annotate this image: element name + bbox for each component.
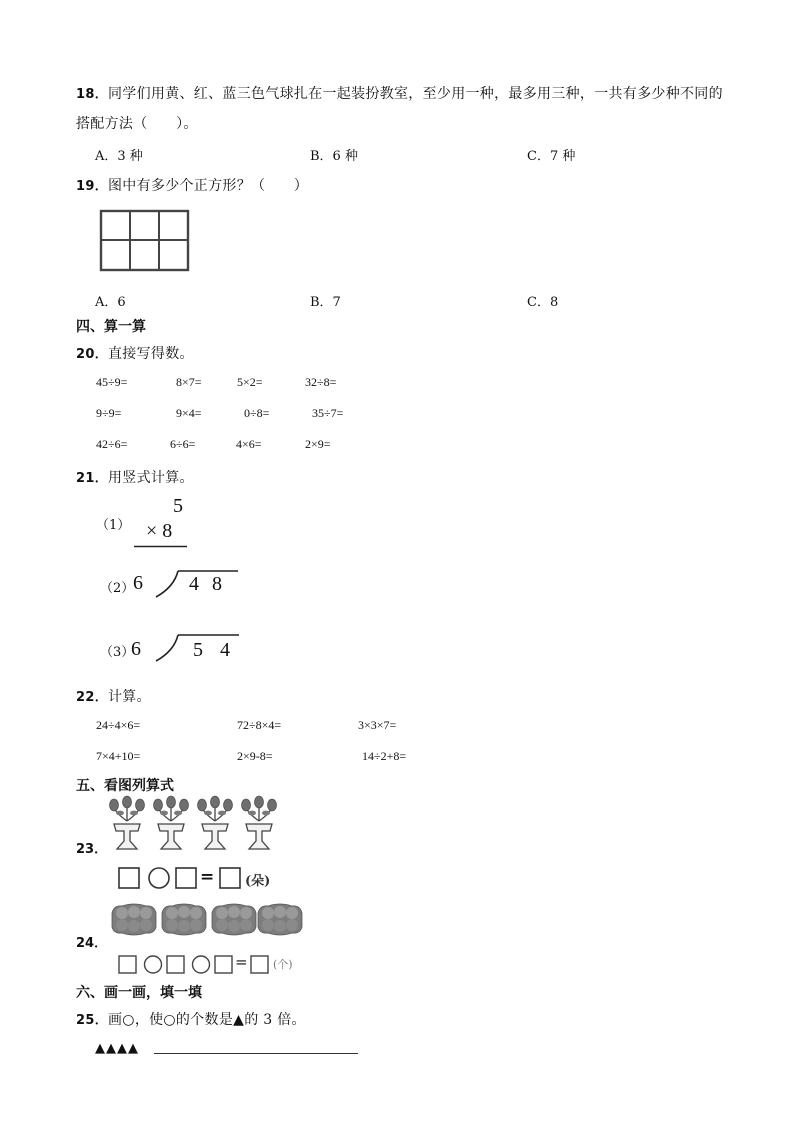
q25-triangles: ▲▲▲▲	[95, 1041, 139, 1056]
q20-r2-c1: 9÷9=	[96, 406, 122, 420]
q21-part2-divisor: 6	[133, 572, 143, 594]
q18-option-b[interactable]: B．6 种	[310, 149, 358, 164]
q19-option-c[interactable]: C．8	[527, 295, 559, 310]
q18-text-line2: 搭配方法（ ）。	[76, 116, 198, 132]
q20-r1-c1: 45÷9=	[96, 375, 128, 389]
q19-number: 19．	[76, 179, 108, 194]
q20-r1-c2: 8×7=	[176, 375, 202, 389]
q22-text: 计算。	[108, 689, 151, 705]
q25-number: 25．	[76, 1013, 108, 1028]
q20-r3-c1: 42÷6=	[96, 437, 128, 451]
q18-number: 18．	[76, 87, 108, 102]
q20-r1-c4: 32÷8=	[305, 375, 337, 389]
q21-part3-dividend: 5 4	[193, 639, 236, 661]
q24-equation-boxes	[117, 953, 277, 977]
q21-stem	[76, 467, 194, 487]
q19-option-a[interactable]: A．6	[95, 295, 126, 310]
q25-stem	[76, 1009, 306, 1029]
q21-part1-top-number: 5	[173, 495, 183, 517]
q23-number: 23．	[76, 842, 108, 857]
q22-stem	[76, 686, 151, 706]
q23-equals-sign: =	[200, 867, 215, 887]
q20-stem	[76, 343, 194, 363]
q20-r3-c2: 6÷6=	[170, 437, 196, 451]
section-5-title: 五、看图列算式	[76, 778, 174, 794]
square-grid-figure	[99, 209, 191, 273]
q25-answer-line[interactable]	[154, 1052, 360, 1056]
q23-unit: (朵)	[245, 874, 271, 889]
q22-r1-c2: 72÷8×4=	[237, 718, 282, 732]
q20-text: 直接写得数。	[108, 346, 194, 362]
q21-part2-dividend: 4 8	[189, 573, 226, 595]
q19-option-b[interactable]: B．7	[310, 295, 341, 310]
q21-part1-result-line	[134, 545, 190, 549]
q21-text: 用竖式计算。	[108, 470, 194, 486]
q22-r1-c1: 24÷4×6=	[96, 718, 141, 732]
q24-unit: (个)	[273, 958, 293, 971]
q18-option-c[interactable]: C．7 种	[527, 149, 576, 164]
section-4-title: 四、算一算	[76, 319, 146, 335]
q20-number: 20．	[76, 347, 108, 362]
q25-text: 画○，使○的个数是▲的 3 倍。	[108, 1012, 306, 1028]
q18-stem-line1	[76, 83, 723, 103]
q21-part1-label: （1）	[96, 518, 131, 533]
q24-equals-sign: =	[235, 953, 248, 971]
q19-text: 图中有多少个正方形？（ ）	[108, 178, 309, 194]
q22-r1-c3: 3×3×7=	[358, 718, 397, 732]
q21-part3-divisor: 6	[131, 638, 141, 660]
q21-part2-label: （2）	[100, 581, 135, 596]
section-6-title: 六、画一画，填一填	[76, 985, 202, 1001]
flower-pots-picture	[108, 797, 280, 853]
q22-number: 22．	[76, 690, 108, 705]
q19-stem	[76, 175, 308, 195]
q20-r3-c4: 2×9=	[305, 437, 331, 451]
q20-r2-c4: 35÷7=	[312, 406, 344, 420]
q20-r2-c3: 0÷8=	[244, 406, 270, 420]
egg-cartons-picture	[110, 901, 304, 939]
q21-number: 21．	[76, 471, 108, 486]
q21-part3-label: （3）	[100, 645, 135, 660]
q18-text-line1: 同学们用黄、红、蓝三色气球扎在一起装扮教室，至少用一种，最多用三种，一共有多少种不同的	[108, 86, 723, 102]
q22-r2-c3: 14÷2+8=	[362, 749, 407, 763]
q18-option-a[interactable]: A．3 种	[95, 149, 143, 164]
q20-r3-c3: 4×6=	[236, 437, 262, 451]
q21-part1-multiplier: × 8	[146, 520, 173, 542]
q22-r2-c1: 7×4+10=	[96, 749, 141, 763]
q22-r2-c2: 2×9-8=	[237, 749, 273, 763]
q20-r1-c3: 5×2=	[237, 375, 263, 389]
q24-number: 24．	[76, 936, 108, 951]
q20-r2-c2: 9×4=	[176, 406, 202, 420]
